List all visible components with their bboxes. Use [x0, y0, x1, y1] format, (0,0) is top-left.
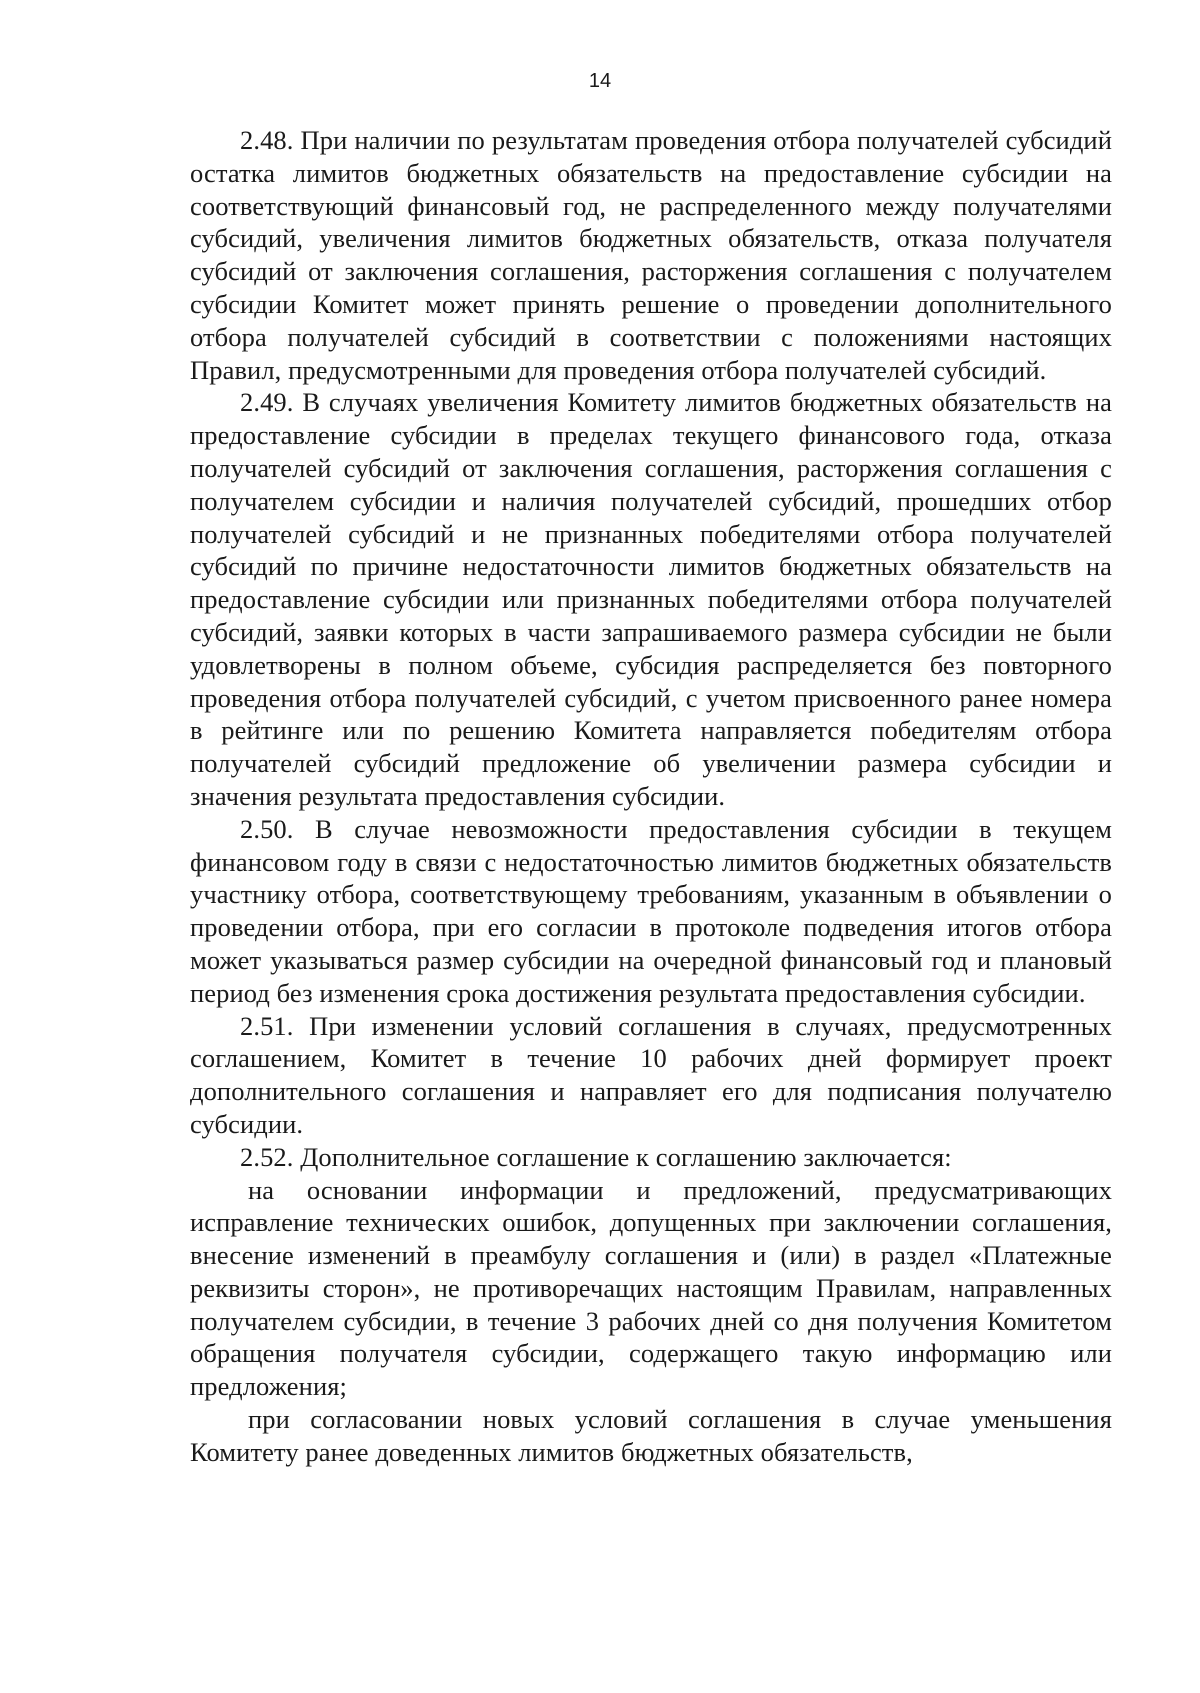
paragraph-2-51: 2.51. При изменении условий соглашения в случаях, предусмотренных соглашением, Комитет в течение 10 рабочих дней формирует проект дополнительного соглашения и направляет его для подписания получателю субсидии.: [190, 1010, 1112, 1139]
paragraph-2-52-item-2: при согласовании новых условий соглашения в случае уменьшения Комитету ранее доведенных лимитов бюджетных обязательств,: [190, 1404, 1112, 1467]
paragraph-2-52-item-1: на основании информации и предложений, предусматривающих исправление технических ошибок, допущенных при заключении соглашения, внесение изменений в преамбулу соглашения и (или) в раздел «Платежные реквизиты сторон», не противоречащих настоящим Правилам, направленных получателем субсидии, в течение 3 рабочих дней со дня получения Комитетом обращения получателя субсидии, содержащего такую информацию или предложения;: [190, 1174, 1112, 1402]
paragraph-2-52: 2.52. Дополнительное соглашение к соглашению заключается:: [240, 1141, 952, 1172]
paragraph-2-49: 2.49. В случаях увеличения Комитету лимитов бюджетных обязательств на предоставление субсидии в пределах текущего финансового года, отказа получателей субсидий от заключения соглашения, расторжения соглашения с получателем субсидии и наличия получателей субсидий, прошедших отбор получателей субсидий и не признанных победителями отбора получателей субсидий по причине недостаточности лимитов бюджетных обязательств на предоставление субсидии или признанных победителями отбора получателей субсидий, заявки которых в части запрашиваемого размера субсидии не были удовлетворены в полном объеме, субсидия распределяется без повторного проведения отбора получателей субсидий, с учетом присвоенного ранее номера в рейтинге или по решению Комитета направляется победителям отбора получателей субсидий предложение об увеличении размера субсидии и значения результата предоставления субсидии.: [190, 387, 1112, 811]
document-body: [190, 124, 1112, 1469]
paragraph-2-48: 2.48. При наличии по результатам проведения отбора получателей субсидий остатка лимитов бюджетных обязательств на предоставление субсидии на соответствующий финансовый год, не распределенного между получателями субсидий, увеличения лимитов бюджетных обязательств, отказа получателя субсидий от заключения соглашения, расторжения соглашения с получателем субсидии Комитет может принять решение о проведении дополнительного отбора получателей субсидий в соответствии с положениями настоящих Правил, предусмотренными для проведения отбора получателей субсидий.: [190, 125, 1112, 385]
paragraph-2-50: 2.50. В случае невозможности предоставления субсидии в текущем финансовом году в связи с недостаточностью лимитов бюджетных обязательств участнику отбора, соответствующему требованиям, указанным в объявлении о проведении отбора, при его согласии в протоколе подведения итогов отбора может указываться размер субсидии на очередной финансовый год и плановый период без изменения срока достижения результата предоставления субсидии.: [190, 813, 1112, 1008]
page-number: 14: [588, 70, 612, 92]
